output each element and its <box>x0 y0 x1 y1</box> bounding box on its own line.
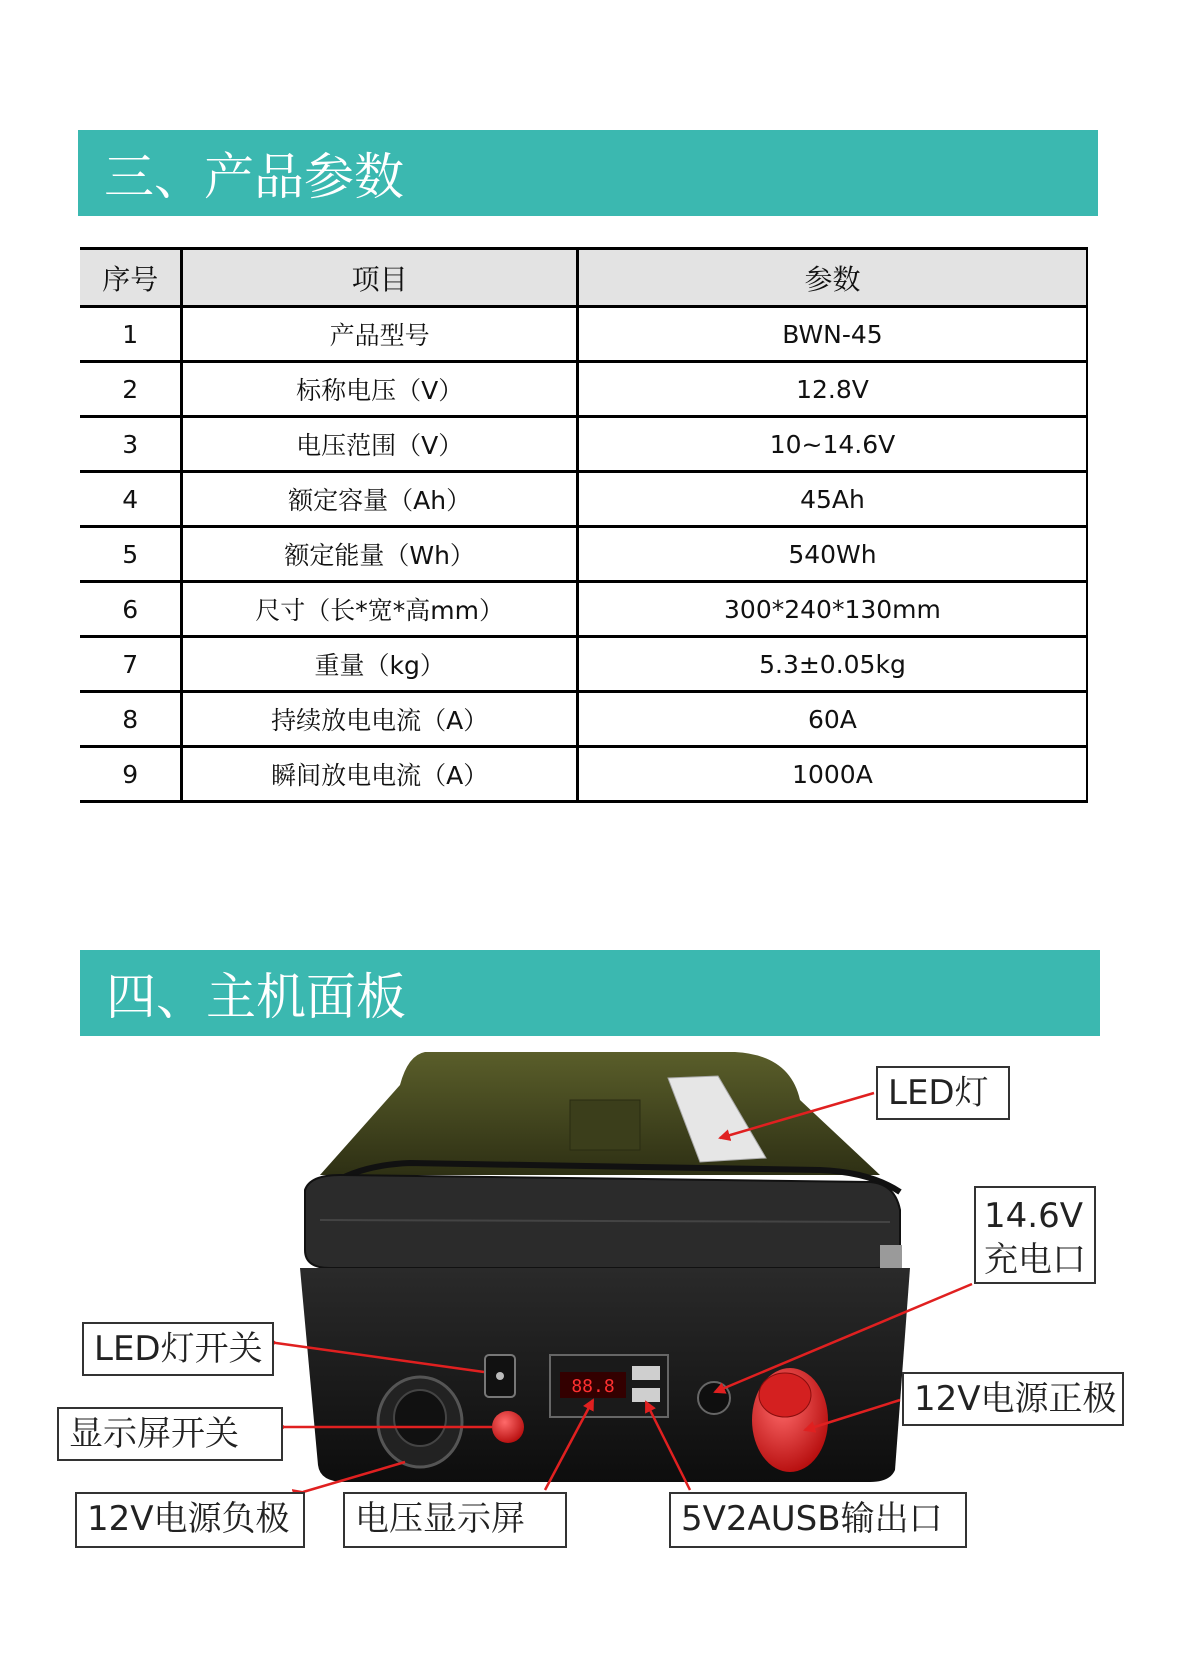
table-row <box>80 527 1087 582</box>
header-index: 序号 <box>80 249 182 307</box>
parameters-table <box>80 247 1088 803</box>
row-item: 电压范围（V） <box>182 417 578 472</box>
display-switch-button <box>492 1411 524 1443</box>
negative-terminal-cap <box>394 1390 446 1446</box>
row-index: 1 <box>80 307 182 362</box>
callout-label: 电压显示屏 <box>355 1499 525 1539</box>
row-value: BWN-45 <box>577 307 1087 362</box>
row-value: 12.8V <box>577 362 1087 417</box>
row-item: 尺寸（长*宽*高mm） <box>182 582 578 637</box>
row-index: 4 <box>80 472 182 527</box>
row-item: 标称电压（V） <box>182 362 578 417</box>
section-title-parameters <box>78 130 1098 216</box>
row-index: 5 <box>80 527 182 582</box>
row-index: 2 <box>80 362 182 417</box>
row-item: 重量（kg） <box>182 637 578 692</box>
voltage-display-reading: 88.8 <box>571 1376 615 1397</box>
table-row <box>80 747 1087 802</box>
callout-label: 5V2AUSB输出口 <box>681 1499 943 1539</box>
row-item: 额定能量（Wh） <box>182 527 578 582</box>
callout-label: 14.6V充电口 <box>984 1196 1086 1281</box>
row-item: 产品型号 <box>182 307 578 362</box>
row-item: 持续放电电流（A） <box>182 692 578 747</box>
callout-display-switch <box>57 1407 283 1461</box>
table-row <box>80 472 1087 527</box>
callout-led-switch <box>82 1322 274 1376</box>
table-header-row <box>80 249 1087 307</box>
row-index: 3 <box>80 417 182 472</box>
usb-port-1 <box>632 1366 660 1380</box>
row-value: 540Wh <box>577 527 1087 582</box>
usb-port-2 <box>632 1388 660 1402</box>
table-row <box>80 307 1087 362</box>
header-value: 参数 <box>577 249 1087 307</box>
callout-negative <box>75 1492 305 1548</box>
callout-positive <box>902 1372 1124 1426</box>
section-title-panel <box>80 950 1100 1036</box>
callout-label: LED灯 <box>888 1073 989 1113</box>
row-index: 8 <box>80 692 182 747</box>
callout-label: LED灯开关 <box>94 1329 263 1369</box>
row-value: 300*240*130mm <box>577 582 1087 637</box>
row-index: 6 <box>80 582 182 637</box>
callout-charge-port <box>974 1186 1096 1284</box>
callout-led <box>876 1066 1010 1120</box>
callout-label: 显示屏开关 <box>69 1414 239 1454</box>
row-index: 7 <box>80 637 182 692</box>
positive-terminal-cap <box>759 1373 811 1417</box>
callout-label: 12V电源负极 <box>87 1499 290 1539</box>
row-index: 9 <box>80 747 182 802</box>
section-title-text: 四、主机面板 <box>106 968 406 1026</box>
lid-recess <box>570 1100 640 1150</box>
row-value: 10~14.6V <box>577 417 1087 472</box>
header-item: 项目 <box>182 249 578 307</box>
row-value: 45Ah <box>577 472 1087 527</box>
table-row <box>80 582 1087 637</box>
row-value: 1000A <box>577 747 1087 802</box>
row-value: 60A <box>577 692 1087 747</box>
row-value: 5.3±0.05kg <box>577 637 1087 692</box>
callout-voltage-display <box>343 1492 567 1548</box>
section-title-text: 三、产品参数 <box>104 148 404 206</box>
callout-usb-output <box>669 1492 967 1548</box>
row-item: 额定容量（Ah） <box>182 472 578 527</box>
table-row <box>80 637 1087 692</box>
led-switch-indicator <box>496 1372 504 1380</box>
table-row <box>80 417 1087 472</box>
row-item: 瞬间放电电流（A） <box>182 747 578 802</box>
callout-label: 12V电源正极 <box>914 1379 1117 1419</box>
table-row <box>80 692 1087 747</box>
table-row <box>80 362 1087 417</box>
